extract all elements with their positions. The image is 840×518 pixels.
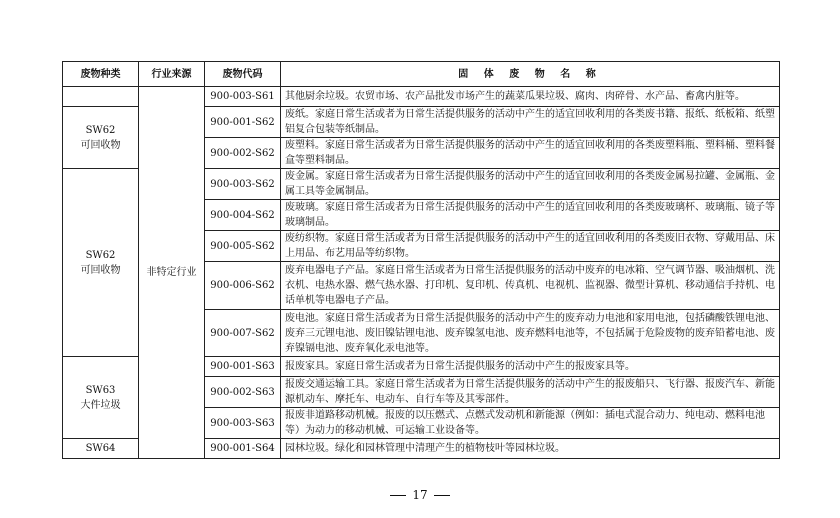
category-code: SW63 — [85, 384, 116, 396]
category-cell — [63, 169, 139, 357]
table-row — [63, 87, 780, 107]
waste-description: 废电池。家庭日常生活或者为日常生活提供服务的活动中产生的废弃动力电池和家用电池，包括磷酸铁锂电池、废弃三元锂电池、废旧镍钴锂电池、废弃镍氢电池、废弃燃料电池等，不包括属于危险废物的废弃铅蓄电池、废弃镍镉电池、废弃氧化汞电池等。 — [281, 310, 780, 357]
waste-description: 废弃电器电子产品。家庭日常生活或者为日常生活提供服务的活动中废弃的电冰箱、空气调节器、吸油烟机、洗衣机、电热水器、燃气热水器、打印机、复印机、传真机、电视机、监视器、微型计算机、移动通信手持机、电话单机等电器电子产品。 — [281, 262, 780, 310]
page-number: 17 — [412, 488, 428, 502]
header-category: 废物种类 — [63, 62, 139, 87]
category-code: SW62 — [85, 249, 116, 261]
page-number-dash-left — [390, 495, 406, 496]
category-name: 可回收物 — [80, 139, 121, 151]
page-number-footer — [0, 488, 840, 502]
category-code: SW64 — [85, 443, 116, 454]
category-name: 大件垃圾 — [80, 399, 121, 411]
waste-description: 废纺织物。家庭日常生活或者为日常生活提供服务的活动中产生的适宜回收利用的各类废旧衣物、穿戴用品、床上用品、布艺用品等纺织物。 — [281, 231, 780, 262]
industry-source-cell: 非特定行业 — [139, 87, 205, 459]
category-cell — [63, 439, 139, 459]
waste-description: 报废交通运输工具。家庭日常生活或者为日常生活提供服务的活动中产生的报废船只、飞行器、报废汽车、新能源机动车、摩托车、电动车、自行车等及其零部件。 — [281, 377, 780, 408]
waste-code: 900-005-S62 — [205, 231, 281, 262]
category-name: 可回收物 — [80, 264, 121, 276]
waste-code: 900-002-S62 — [205, 138, 281, 169]
table-header-row — [63, 62, 780, 87]
waste-description: 废纸。家庭日常生活或者为日常生活提供服务的活动中产生的适宜回收利用的各类废书籍、报纸、纸板箱、纸塑铝复合包装等纸制品。 — [281, 107, 780, 138]
waste-description: 报废非道路移动机械。报废的以压燃式、点燃式发动机和新能源（例如：插电式混合动力、纯电动、燃料电池等）为动力的移动机械、可运输工业设备等。 — [281, 408, 780, 439]
category-cell — [63, 357, 139, 439]
page-number-dash-right — [434, 495, 450, 496]
waste-code: 900-003-S61 — [205, 87, 281, 107]
waste-code: 900-002-S63 — [205, 377, 281, 408]
waste-table — [62, 61, 780, 459]
waste-description: 园林垃圾。绿化和园林管理中清理产生的植物枝叶等园林垃圾。 — [281, 439, 780, 459]
header-code: 废物代码 — [205, 62, 281, 87]
waste-code: 900-003-S63 — [205, 408, 281, 439]
header-source: 行业来源 — [139, 62, 205, 87]
waste-code: 900-006-S62 — [205, 262, 281, 310]
waste-code: 900-001-S63 — [205, 357, 281, 377]
waste-description: 废玻璃。家庭日常生活或者为日常生活提供服务的活动中产生的适宜回收利用的各类废玻璃杯、玻璃瓶、镜子等玻璃制品。 — [281, 200, 780, 231]
waste-description: 废塑料。家庭日常生活或者为日常生活提供服务的活动中产生的适宜回收利用的各类废塑料瓶、塑料桶、塑料餐盒等塑料制品。 — [281, 138, 780, 169]
category-code: SW62 — [85, 124, 116, 136]
waste-code: 900-007-S62 — [205, 310, 281, 357]
header-name: 固 体 废 物 名 称 — [281, 62, 780, 87]
waste-code: 900-001-S62 — [205, 107, 281, 138]
waste-description: 报废家具。家庭日常生活或者为日常生活提供服务的活动中产生的报废家具等。 — [281, 357, 780, 377]
category-cell — [63, 107, 139, 169]
waste-code: 900-004-S62 — [205, 200, 281, 231]
waste-code: 900-001-S64 — [205, 439, 281, 459]
waste-description: 其他厨余垃圾。农贸市场、农产品批发市场产生的蔬菜瓜果垃圾、腐肉、肉碎骨、水产品、畜禽内脏等。 — [281, 87, 780, 107]
waste-code: 900-003-S62 — [205, 169, 281, 200]
category-cell-empty — [63, 87, 139, 107]
waste-description: 废金属。家庭日常生活或者为日常生活提供服务的活动中产生的适宜回收利用的各类废金属易拉罐、金属瓶、金属工具等金属制品。 — [281, 169, 780, 200]
